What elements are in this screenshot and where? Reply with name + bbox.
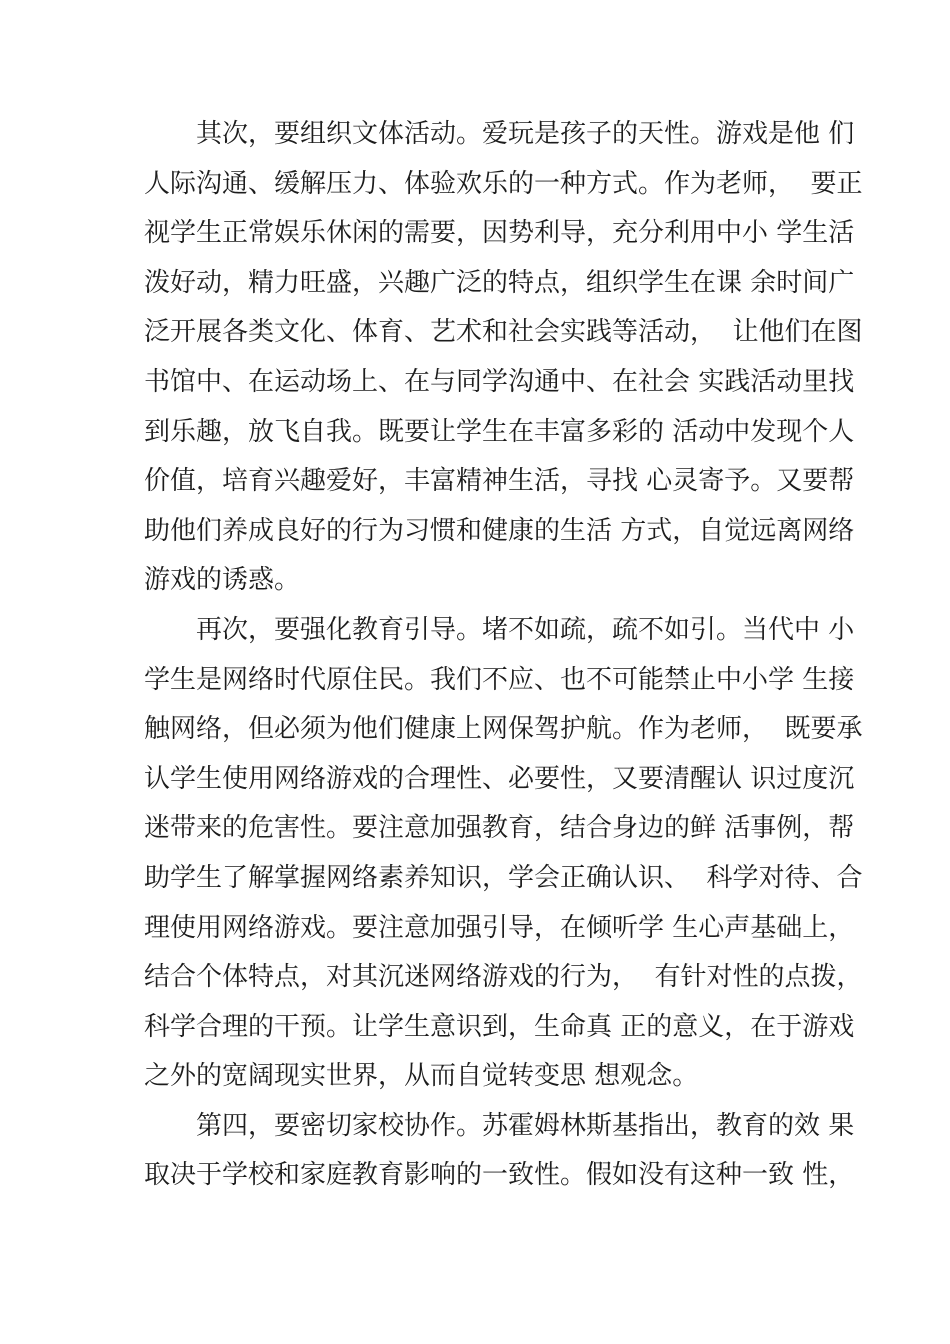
paragraph-2-line-7: 理使用网络游戏。要注意加强引导，在倾听学 生心声基础上， [144, 912, 855, 943]
paragraph-3-line-2: 取决于学校和家庭教育影响的一致性。假如没有这种一致 性， [144, 1160, 855, 1191]
paragraph-1-line-9: 助他们养成良好的行为习惯和健康的生活 方式，自觉远离网络 [144, 515, 855, 546]
paragraph-2-line-4: 认学生使用网络游戏的合理性、必要性，又要清醒认 识过度沉 [144, 763, 855, 794]
paragraph-1-line-7: 到乐趣，放飞自我。既要让学生在丰富多彩的 活动中发现个人 [144, 416, 855, 447]
paragraph-2-line-2: 学生是网络时代原住民。我们不应、也不可能禁止中小学 生接 [144, 664, 855, 695]
paragraph-1-line-8: 价值，培育兴趣爱好，丰富精神生活，寻找 心灵寄予。又要帮 [144, 466, 855, 497]
paragraph-1-line-1: 其次，要组织文体活动。爱玩是孩子的天性。游戏是他 们 [196, 119, 855, 149]
paragraph-2-line-1: 再次，要强化教育引导。堵不如疏，疏不如引。当代中 小 [196, 614, 855, 645]
paragraph-1-line-2: 人际沟通、缓解压力、体验欢乐的一种方式。作为老师， 要正 [144, 168, 863, 199]
paragraph-1-line-5: 泛开展各类文化、体育、艺术和社会实践等活动， 让他们在图 [144, 317, 863, 348]
paragraph-1-line-3: 视学生正常娱乐休闲的需要，因势利导，充分利用中小 学生活 [144, 218, 855, 249]
paragraph-2-line-6: 助学生了解掌握网络素养知识，学会正确认识、 科学对待、合 [144, 862, 863, 893]
paragraph-3-line-1: 第四，要密切家校协作。苏霍姆林斯基指出，教育的效 果 [196, 1110, 855, 1141]
paragraph-1-line-6: 书馆中、在运动场上、在与同学沟通中、在社会 实践活动里找 [144, 366, 855, 397]
paragraph-1-line-10: 游戏的诱惑。 [144, 565, 301, 596]
paragraph-2-line-10: 之外的宽阔现实世界，从而自觉转变思 想观念。 [144, 1061, 699, 1092]
paragraph-2-line-3: 触网络，但必须为他们健康上网保驾护航。作为老师， 既要承 [144, 714, 863, 745]
paragraph-2-line-5: 迷带来的危害性。要注意加强教育，结合身边的鲜 活事例，帮 [144, 813, 855, 844]
paragraph-1-line-4: 泼好动，精力旺盛，兴趣广泛的特点，组织学生在课 余时间广 [144, 267, 855, 298]
paragraph-2-line-9: 科学合理的干预。让学生意识到，生命真 正的意义，在于游戏 [144, 1011, 855, 1042]
paragraph-2-line-8: 结合个体特点，对其沉迷网络游戏的行为， 有针对性的点拨， [144, 962, 863, 993]
document-body [144, 110, 863, 1201]
